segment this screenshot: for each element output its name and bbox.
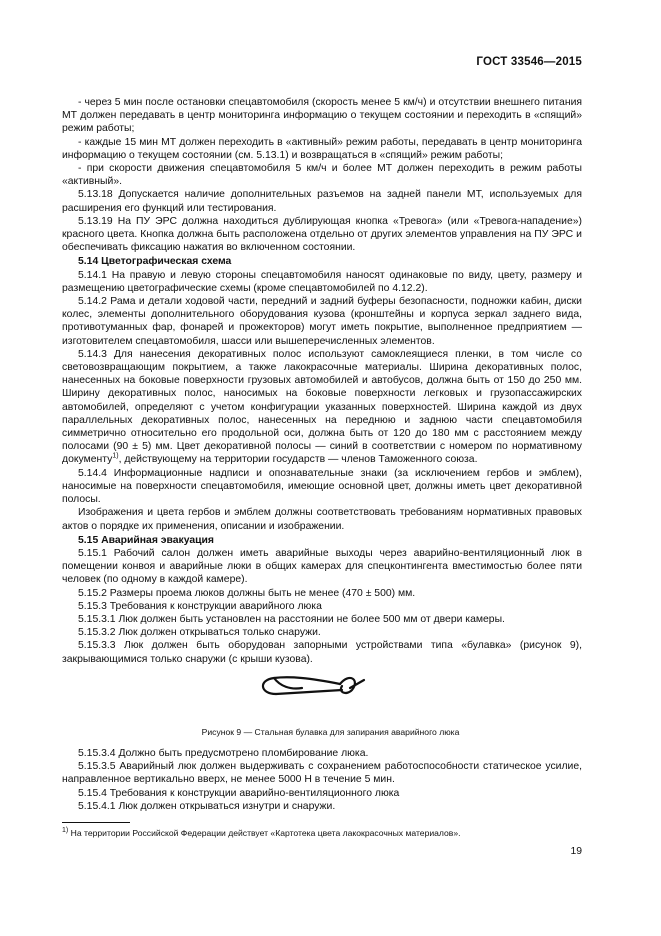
heading-5-14: 5.14 Цветографическая схема: [78, 256, 232, 268]
paragraph-5-14-3-tail: , действующему на территории государств — членов Таможенного союза.: [118, 454, 478, 466]
paragraph-5-14-4: 5.14.4 Информационные надписи и опознавательные знаки (за исключением гербов и эмблем), наносимые на поверхности спецавтомобиля, имеющие основной цвет, должны иметь цвет декоративной полосы.: [62, 467, 582, 506]
figure-caption: Рисунок 9 — Стальная булавка для запирания аварийного люка: [201, 727, 460, 737]
paragraph-5-15-3-2: 5.15.3.2 Люк должен открываться только снаружи.: [78, 627, 321, 639]
paragraph-active-mode: - каждые 15 мин МТ должен переходить в «активный» режим работы, передавать в центр мониторинга информацию о текущем состоянии (см. 5.13.1) и возвращаться в «спящий» режим работы;: [62, 136, 582, 161]
pin-shaft: [276, 690, 342, 694]
paragraph-5-14-3-text: 5.14.3 Для нанесения декоративных полос используют самоклеящиеся пленки, в том числе со световозвращающим покрытием, а также лакокрасочные материалы. Ширина декоративных полос, нанесенных на боковые поверхности грузовых автомобилей и автобусов, должна быть от 150 до 250 мм. Ширину декоративных полос, наносимых на боковые поверхности легковых и грузопассажирских автомобилей, определяют с учетом конфигурации указанных поверхностей. Ширина каждой из двух параллельных декоративных полос, нанесенных на переднюю и заднюю части спецавтомобиля симметрично относительно его продольной оси, должна быть от 120 до 180 мм с расстоянием между полосами (90 ± 5) мм. Цвет декоративной полосы — синий в соответствии с номером по нормативному документу: [62, 348, 582, 466]
paragraph-5-15-2: 5.15.2 Размеры проема люков должны быть не менее (470 ± 500) мм.: [78, 587, 416, 599]
paragraph-5-15-3-1: 5.15.3.1 Люк должен быть установлен на расстоянии не более 500 мм от двери камеры.: [78, 613, 505, 625]
paragraph-speed-mode: - при скорости движения спецавтомобиля 5 км/ч и более МТ должен переходить в режим работы «активный».: [62, 163, 582, 188]
footnote-ref: 1): [112, 453, 119, 461]
footnote-divider: [62, 822, 130, 823]
paragraph-5-14-1: 5.14.1 На правую и левую стороны спецавтомобиля наносят одинаковые по виду, цвету, размеру и размещению цветографические схемы (кроме спецавтомобилей по 4.12.2).: [62, 269, 582, 294]
paragraph-sleep-mode: - через 5 мин после остановки спецавтомобиля (скорость менее 5 км/ч) и отсутствии внешнего питания МТ должен передавать в центр мониторинга информацию о текущем состоянии и переходить в «спящий» режим работы;: [62, 97, 582, 135]
paragraph-emblems: Изображения и цвета гербов и эмблем должны соответствовать требованиям нормативных правовых актов о порядке их применения, описании и изображении.: [62, 507, 582, 532]
paragraph-5-14-3: [62, 348, 582, 467]
paragraph-5-15-3-3: 5.15.3.3 Люк должен быть оборудован запорными устройствами типа «булавка» (рисунок 9), закрывающимися только снаружи (с крыши кузова).: [62, 640, 582, 665]
footnote-text: На территории Российской Федерации действует «Картотека цвета лакокрасочных материалов».: [68, 828, 461, 838]
standard-header: ГОСТ 33546—2015: [476, 56, 582, 68]
paragraph-5-15-4-1: 5.15.4.1 Люк должен открываться изнутри и снаружи.: [78, 800, 336, 812]
footnote: [62, 828, 461, 838]
pin-loop: [274, 678, 302, 689]
paragraph-5-15-3-4: 5.15.3.4 Должно быть предусмотрено пломбирование люка.: [78, 748, 369, 759]
paragraph-5-14-2: 5.14.2 Рама и детали ходовой части, передний и задний буферы безопасности, подножки кабин, диски колес, элементы дополнительного оборудования кузова (кронштейны и корпуса зеркал заднего вида, противотуманных фар, фонарей и прожекторов) могут иметь покрытие, выполненное предприятием — изготовителем спецавтомобиля, шасси или вышеперечисленных элементов.: [62, 296, 582, 347]
heading-5-15: 5.15 Аварийная эвакуация: [78, 534, 214, 546]
footnote-mark: 1): [62, 827, 69, 835]
pin-tip: [350, 680, 364, 688]
paragraph-5-13-19: 5.13.19 На ПУ ЭРС должна находиться дублирующая кнопка «Тревога» (или «Тревога-нападение») красного цвета. Кнопка должна быть расположена отдельно от других элементов управления на ПУ ЭРС и обеспечивать фиксацию нажатия во включенном состоянии.: [62, 215, 582, 254]
page-number: 19: [570, 846, 582, 857]
paragraph-5-15-1: 5.15.1 Рабочий салон должен иметь аварийные выходы через аварийно-вентиляционный люк в помещении конвоя и аварийные люки в общих камерах для спецконтингента вместимостью более пяти человек (по одному в каждой камере).: [62, 547, 582, 586]
paragraph-5-15-4: 5.15.4 Требования к конструкции аварийно-вентиляционного люка: [78, 787, 400, 799]
text-block-bottom: [62, 747, 582, 813]
paragraph-5-15-3: 5.15.3 Требования к конструкции аварийного люка: [78, 600, 322, 612]
text-block-top: [62, 96, 582, 666]
paragraph-5-13-18: 5.13.18 Допускается наличие дополнительных разъемов на задней панели МТ, используемых для расширения его функций или тестирования.: [62, 189, 582, 214]
paragraph-5-15-3-5: 5.15.3.5 Аварийный люк должен выдерживать с сохранением работоспособности статическое усилие, направленное вертикально вверх, не менее 5000 Н в течение 5 мин.: [62, 761, 582, 786]
safety-pin-figure: [250, 668, 370, 716]
